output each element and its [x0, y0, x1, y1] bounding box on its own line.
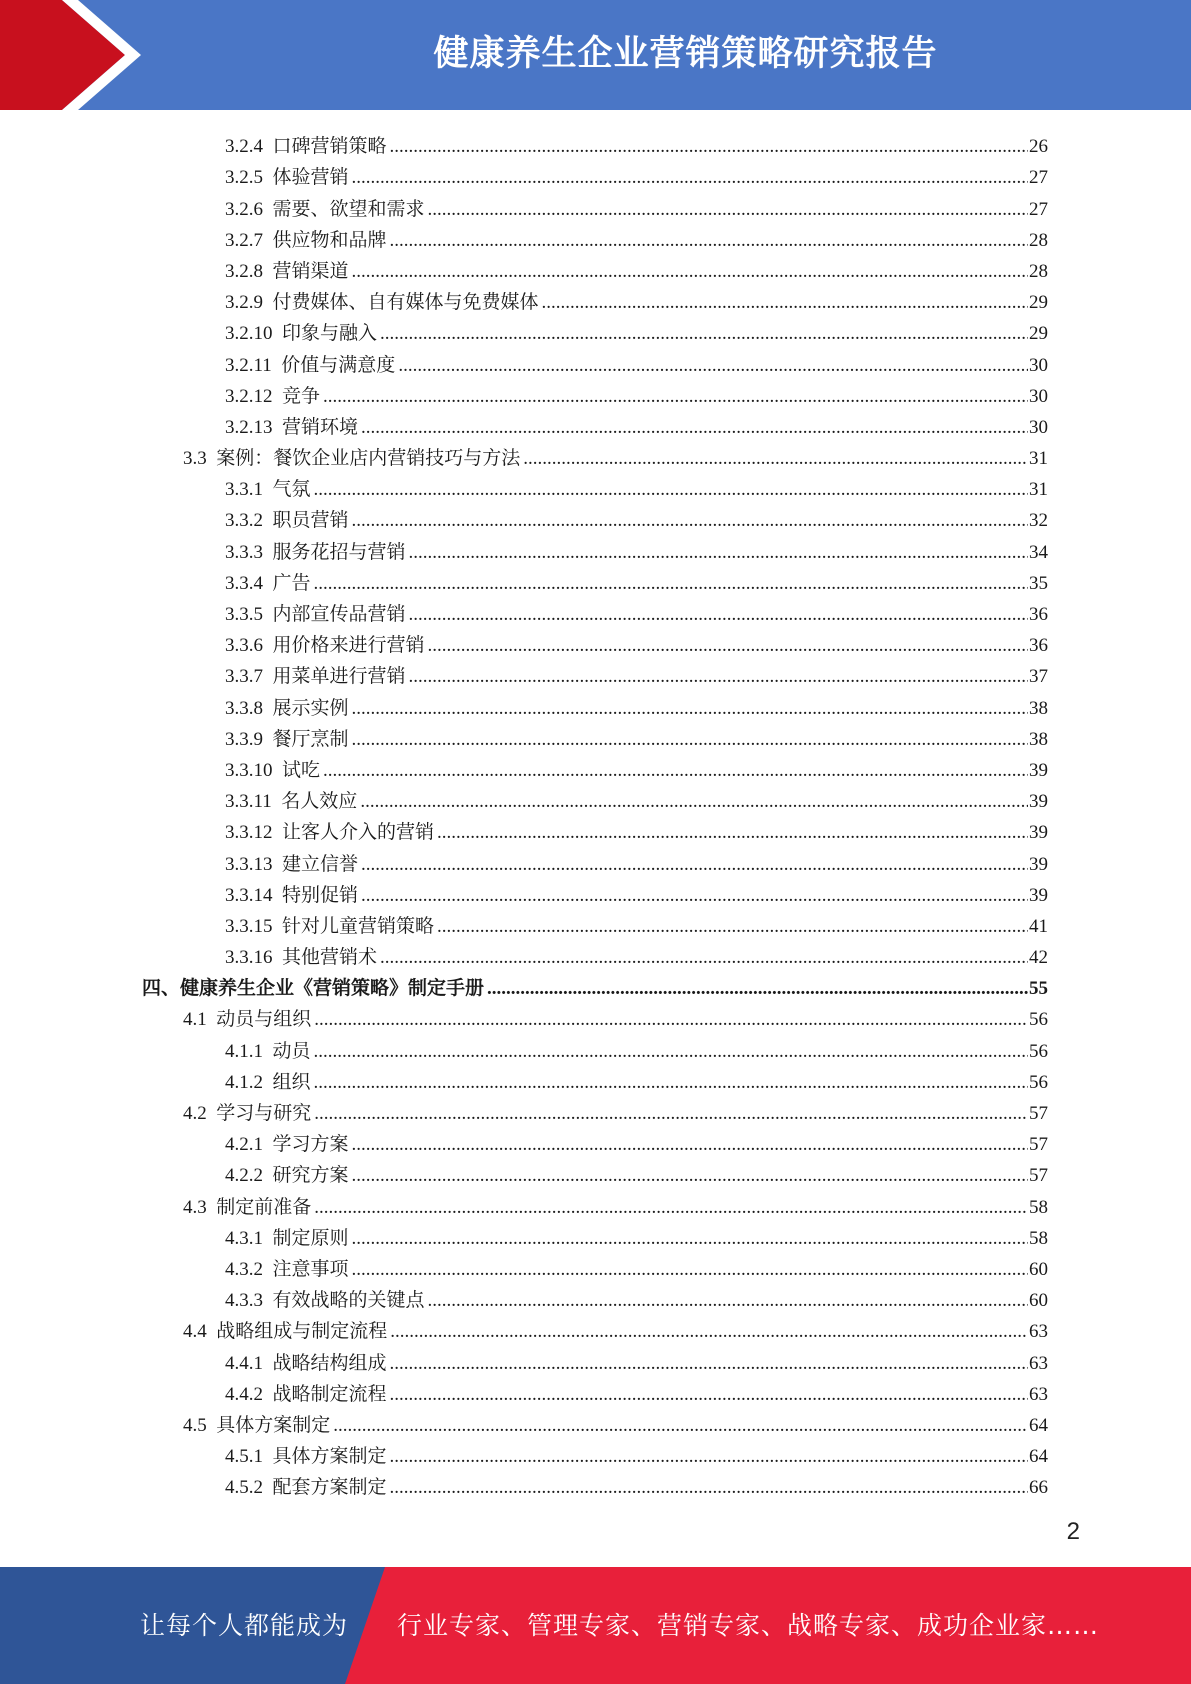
- toc-entry-page: 28: [1029, 229, 1048, 251]
- toc-entry-number: 3.2.13: [225, 416, 273, 438]
- toc-entry-title: 具体方案制定: [272, 1446, 387, 1468]
- toc-entry[interactable]: [0, 689, 1191, 720]
- toc-dot-leader: [390, 1352, 1028, 1376]
- toc-entry-title: 体验营销: [272, 167, 349, 189]
- toc-entry-page: 66: [1029, 1477, 1048, 1499]
- toc-entry[interactable]: [0, 128, 1191, 159]
- toc-entry[interactable]: [0, 1469, 1191, 1500]
- toc-entry-title: 组织: [272, 1071, 311, 1093]
- toc-entry-number: 3.2.9: [225, 292, 263, 314]
- toc-entry-number: 3.3.3: [225, 541, 263, 563]
- toc-entry-title: 用价格来进行营销: [272, 635, 425, 657]
- toc-dot-leader: [409, 665, 1028, 689]
- toc-entry[interactable]: [0, 658, 1191, 689]
- toc-entry-title: 用菜单进行营销: [272, 666, 406, 688]
- toc-entry[interactable]: [0, 502, 1191, 533]
- toc-entry[interactable]: [0, 721, 1191, 752]
- toc-entry-number: 4.2: [183, 1103, 207, 1124]
- toc-dot-leader: [333, 1414, 1028, 1438]
- toc-entry[interactable]: [0, 845, 1191, 876]
- toc-entry-page: 38: [1029, 697, 1048, 719]
- toc-entry-number: 3.3.5: [225, 604, 263, 625]
- toc-entry-number: 3.3.4: [225, 572, 263, 594]
- toc-dot-leader: [409, 603, 1028, 627]
- toc-entry-page: 39: [1029, 884, 1048, 906]
- toc-entry-page: 58: [1029, 1196, 1048, 1218]
- toc-entry[interactable]: [0, 1157, 1191, 1188]
- toc-entry-number: 3.3.15: [225, 915, 273, 937]
- toc-entry-page: 56: [1029, 1071, 1048, 1093]
- page-footer: [0, 1567, 1191, 1684]
- toc-entry-title: 配套方案制定: [272, 1477, 387, 1499]
- toc-entry[interactable]: [0, 471, 1191, 502]
- toc-dot-leader: [390, 229, 1028, 253]
- toc-entry[interactable]: [0, 159, 1191, 190]
- toc-entry-title: 动员与组织: [216, 1009, 312, 1031]
- toc-dot-leader: [352, 1258, 1028, 1282]
- toc-entry-page: 55: [1029, 978, 1048, 1000]
- toc-entry-page: 57: [1029, 1134, 1048, 1156]
- toc-entry-title: 营销渠道: [272, 260, 349, 282]
- toc-entry-title: 战略组成与制定流程: [216, 1321, 388, 1343]
- toc-entry[interactable]: [0, 1095, 1191, 1126]
- toc-entry-title: 展示实例: [272, 697, 349, 719]
- toc-entry-title: 学习与研究: [216, 1103, 312, 1124]
- toc-entry-number: 3.2.4: [225, 136, 263, 158]
- toc-entry-number: 4.4.2: [225, 1383, 263, 1405]
- toc-dot-leader: [314, 1102, 1028, 1126]
- toc-entry-title: 制定前准备: [216, 1196, 312, 1218]
- toc-entry[interactable]: [0, 970, 1191, 1001]
- toc-entry-title: 广告: [272, 572, 311, 594]
- toc-dot-leader: [398, 354, 1028, 378]
- toc-entry[interactable]: [0, 533, 1191, 564]
- toc-dot-leader: [361, 853, 1028, 877]
- toc-dot-leader: [352, 260, 1028, 284]
- toc-entry-title: 供应物和品牌: [272, 229, 387, 251]
- toc-entry-number: 3.2.12: [225, 385, 273, 407]
- toc-entry-title: 职员营销: [272, 510, 349, 532]
- toc-entry-number: 4.1.1: [225, 1040, 263, 1062]
- toc-dot-leader: [380, 946, 1028, 970]
- toc-entry-title: 战略结构组成: [272, 1352, 387, 1374]
- toc-dot-leader: [390, 1476, 1028, 1500]
- toc-dot-leader: [428, 1289, 1028, 1313]
- toc-entry-title: 价值与满意度: [281, 354, 396, 376]
- toc-entry[interactable]: [0, 1032, 1191, 1063]
- toc-entry-page: 28: [1029, 260, 1048, 282]
- toc-entry-number: 3.3.6: [225, 635, 263, 657]
- toc-dot-leader: [314, 1196, 1028, 1220]
- toc-entry-number: 3.3.16: [225, 947, 273, 969]
- toc-entry-page: 38: [1029, 728, 1048, 750]
- toc-entry-title: 付费媒体、自有媒体与免费媒体: [272, 292, 539, 314]
- toc-dot-leader: [390, 135, 1028, 159]
- toc-entry-title: 让客人介入的营销: [282, 822, 435, 844]
- toc-entry-page: 57: [1029, 1103, 1048, 1124]
- toc-entry[interactable]: [0, 378, 1191, 409]
- toc-entry-page: 37: [1029, 666, 1048, 688]
- toc-entry[interactable]: [0, 1376, 1191, 1407]
- toc-entry-number: 3.3.10: [225, 759, 273, 781]
- toc-entry-title: 注意事项: [272, 1258, 349, 1280]
- toc-dot-leader: [390, 1445, 1028, 1469]
- toc-entry-number: 4.1.2: [225, 1071, 263, 1093]
- toc-entry[interactable]: [0, 565, 1191, 596]
- toc-entry-number: 4.5.2: [225, 1477, 263, 1499]
- toc-dot-leader: [428, 198, 1028, 222]
- toc-entry-page: 39: [1029, 853, 1048, 875]
- toc-entry-title: 口碑营销策略: [272, 136, 387, 158]
- toc-entry[interactable]: [0, 346, 1191, 377]
- toc-dot-leader: [314, 1071, 1028, 1095]
- toc-entry-title: 试吃: [282, 759, 321, 781]
- toc-entry[interactable]: [0, 1282, 1191, 1313]
- toc-dot-leader: [361, 416, 1028, 440]
- toc-entry-page: 36: [1029, 604, 1048, 625]
- toc-entry-number: 3.3: [183, 448, 207, 470]
- toc-entry-number: 3.2.8: [225, 260, 263, 282]
- toc-dot-leader: [352, 1133, 1028, 1157]
- toc-dot-leader: [360, 790, 1028, 814]
- toc-entry[interactable]: [0, 1220, 1191, 1251]
- toc-entry[interactable]: [0, 190, 1191, 221]
- toc-entry-page: 58: [1029, 1227, 1048, 1249]
- toc-dot-leader: [361, 884, 1028, 908]
- toc-entry-page: 39: [1029, 759, 1048, 781]
- toc-entry-page: 31: [1029, 479, 1048, 501]
- toc-entry-number: 3.3.12: [225, 822, 273, 844]
- toc-entry-page: 60: [1029, 1258, 1048, 1280]
- toc-entry-number: 4.1: [183, 1009, 207, 1031]
- toc-dot-leader: [323, 759, 1028, 783]
- toc-dot-leader: [487, 977, 1028, 1001]
- toc-entry-number: 4.2.2: [225, 1165, 263, 1187]
- footer-slogan-left: 让每个人都能成为: [140, 1611, 349, 1640]
- toc-dot-leader: [428, 634, 1028, 658]
- toc-entry-page: 63: [1029, 1383, 1048, 1405]
- toc-entry-page: 64: [1029, 1446, 1048, 1468]
- toc-dot-leader: [323, 385, 1028, 409]
- toc-dot-leader: [409, 541, 1028, 565]
- toc-entry-title: 制定原则: [272, 1227, 349, 1249]
- toc-entry-number: 3.3.14: [225, 884, 273, 906]
- toc-dot-leader: [314, 1040, 1028, 1064]
- toc-entry[interactable]: [0, 814, 1191, 845]
- toc-entry[interactable]: [0, 1344, 1191, 1375]
- toc-entry-number: 4.5.1: [225, 1446, 263, 1468]
- toc-entry-page: 26: [1029, 136, 1048, 158]
- toc-dot-leader: [352, 1227, 1028, 1251]
- toc-entry[interactable]: [0, 284, 1191, 315]
- toc-entry[interactable]: [0, 939, 1191, 970]
- toc-entry-page: 30: [1029, 416, 1048, 438]
- toc-entry[interactable]: [0, 1313, 1191, 1344]
- toc-entry-number: 3.3.13: [225, 853, 273, 875]
- toc-entry[interactable]: [0, 752, 1191, 783]
- toc-entry[interactable]: [0, 222, 1191, 253]
- toc-entry[interactable]: [0, 783, 1191, 814]
- toc-entry-title: 具体方案制定: [216, 1414, 331, 1436]
- toc-entry-page: 39: [1029, 822, 1048, 844]
- page-number: 2: [1066, 1518, 1080, 1545]
- toc-entry-title: 四、健康养生企业《营销策略》制定手册: [142, 978, 485, 1000]
- toc-dot-leader: [352, 509, 1028, 533]
- toc-entry-title: 其他营销术: [282, 947, 378, 969]
- toc-entry-title: 研究方案: [272, 1165, 349, 1187]
- toc-entry-number: 4.3: [183, 1196, 207, 1218]
- toc-entry-page: 29: [1029, 292, 1048, 314]
- toc-entry[interactable]: [0, 1188, 1191, 1219]
- page-header: [0, 0, 1191, 110]
- toc-entry-number: 4.3.1: [225, 1227, 263, 1249]
- toc-entry[interactable]: [0, 440, 1191, 471]
- toc-entry-number: 3.2.7: [225, 229, 263, 251]
- toc-entry-number: 3.2.5: [225, 167, 263, 189]
- toc-entry-title: 案例：餐饮企业店内营销技巧与方法: [216, 448, 521, 470]
- toc-dot-leader: [314, 1008, 1028, 1032]
- toc-entry-page: 27: [1029, 167, 1048, 189]
- toc-dot-leader: [352, 1164, 1028, 1188]
- toc-entry-title: 营销环境: [282, 416, 359, 438]
- toc-entry-number: 3.3.8: [225, 697, 263, 719]
- toc-entry[interactable]: [0, 596, 1191, 627]
- toc-entry-page: 63: [1029, 1321, 1048, 1343]
- toc-entry-title: 气氛: [272, 479, 311, 501]
- toc-dot-leader: [523, 447, 1028, 471]
- toc-entry-number: 4.2.1: [225, 1134, 263, 1156]
- toc-entry-title: 餐厅烹制: [272, 728, 349, 750]
- toc-entry[interactable]: [0, 1407, 1191, 1438]
- toc-entry-page: 27: [1029, 198, 1048, 220]
- toc-entry-page: 35: [1029, 572, 1048, 594]
- toc-entry-number: 4.3.2: [225, 1258, 263, 1280]
- toc-dot-leader: [437, 915, 1028, 939]
- toc-entry-page: 32: [1029, 510, 1048, 532]
- toc-entry-title: 战略制定流程: [272, 1383, 387, 1405]
- footer-slogan-right: 行业专家、管理专家、营销专家、战略专家、成功企业家……: [397, 1611, 1100, 1640]
- toc-entry-page: 56: [1029, 1009, 1048, 1031]
- header-title: 健康养生企业营销策略研究报告: [433, 34, 938, 74]
- toc-entry-number: 4.4.1: [225, 1352, 263, 1374]
- toc-entry-page: 41: [1029, 915, 1048, 937]
- toc-entry-title: 竞争: [282, 385, 321, 407]
- toc-entry-page: 36: [1029, 635, 1048, 657]
- toc-dot-leader: [352, 728, 1028, 752]
- toc-entry-page: 64: [1029, 1414, 1048, 1436]
- toc-entry[interactable]: [0, 315, 1191, 346]
- toc-entry-title: 动员: [272, 1040, 311, 1062]
- toc-entry-number: 3.3.7: [225, 666, 263, 688]
- toc-entry-title: 印象与融入: [282, 323, 378, 345]
- toc-entry-page: 60: [1029, 1290, 1048, 1312]
- toc-entry-number: 3.2.11: [225, 354, 272, 376]
- toc-entry-number: 4.4: [183, 1321, 207, 1343]
- toc-dot-leader: [437, 821, 1028, 845]
- toc-entry[interactable]: [0, 877, 1191, 908]
- header-chevron-decoration: [0, 0, 150, 110]
- toc-dot-leader: [352, 697, 1028, 721]
- toc-entry[interactable]: [0, 409, 1191, 440]
- toc-dot-leader: [314, 572, 1028, 596]
- toc-entry[interactable]: [0, 1251, 1191, 1282]
- toc-entry-number: 3.2.10: [225, 323, 273, 345]
- toc-entry-title: 服务花招与营销: [272, 541, 406, 563]
- toc-entry-title: 特别促销: [282, 884, 359, 906]
- toc-entry-number: 3.3.1: [225, 479, 263, 501]
- toc-entry[interactable]: [0, 908, 1191, 939]
- toc-entry-title: 有效战略的关键点: [272, 1290, 425, 1312]
- toc-entry-page: 63: [1029, 1352, 1048, 1374]
- toc-entry-page: 57: [1029, 1165, 1048, 1187]
- toc-entry-page: 34: [1029, 541, 1048, 563]
- toc-entry-page: 42: [1029, 947, 1048, 969]
- toc-entry[interactable]: [0, 1438, 1191, 1469]
- toc-entry[interactable]: [0, 627, 1191, 658]
- toc-entry[interactable]: [0, 1001, 1191, 1032]
- toc-dot-leader: [542, 291, 1028, 315]
- toc-entry-page: 31: [1029, 448, 1048, 470]
- toc-dot-leader: [352, 166, 1028, 190]
- toc-dot-leader: [390, 1383, 1028, 1407]
- toc-entry-title: 建立信誉: [282, 853, 359, 875]
- toc-entry-page: 29: [1029, 323, 1048, 345]
- toc-entry[interactable]: [0, 1126, 1191, 1157]
- toc-entry-page: 30: [1029, 385, 1048, 407]
- toc-entry[interactable]: [0, 253, 1191, 284]
- toc-entry-title: 学习方案: [272, 1134, 349, 1156]
- toc-entry-number: 3.3.2: [225, 510, 263, 532]
- toc-entry-title: 名人效应: [281, 791, 358, 813]
- toc-entry-page: 30: [1029, 354, 1048, 376]
- toc-entry[interactable]: [0, 1064, 1191, 1095]
- toc-entry-number: 4.3.3: [225, 1290, 263, 1312]
- toc-entry-page: 56: [1029, 1040, 1048, 1062]
- toc-dot-leader: [314, 478, 1028, 502]
- toc-entry-number: 3.3.9: [225, 728, 263, 750]
- toc-entry-number: 3.2.6: [225, 198, 263, 220]
- toc-entry-title: 针对儿童营销策略: [282, 915, 435, 937]
- toc-entry-number: 3.3.11: [225, 791, 272, 813]
- toc-entry-page: 39: [1029, 791, 1048, 813]
- toc-entry-number: 4.5: [183, 1414, 207, 1436]
- toc-entry-title: 内部宣传品营销: [272, 604, 406, 625]
- toc-dot-leader: [380, 322, 1028, 346]
- toc-dot-leader: [390, 1320, 1028, 1344]
- toc-entry-title: 需要、欲望和需求: [272, 198, 425, 220]
- table-of-contents: [0, 128, 1191, 1500]
